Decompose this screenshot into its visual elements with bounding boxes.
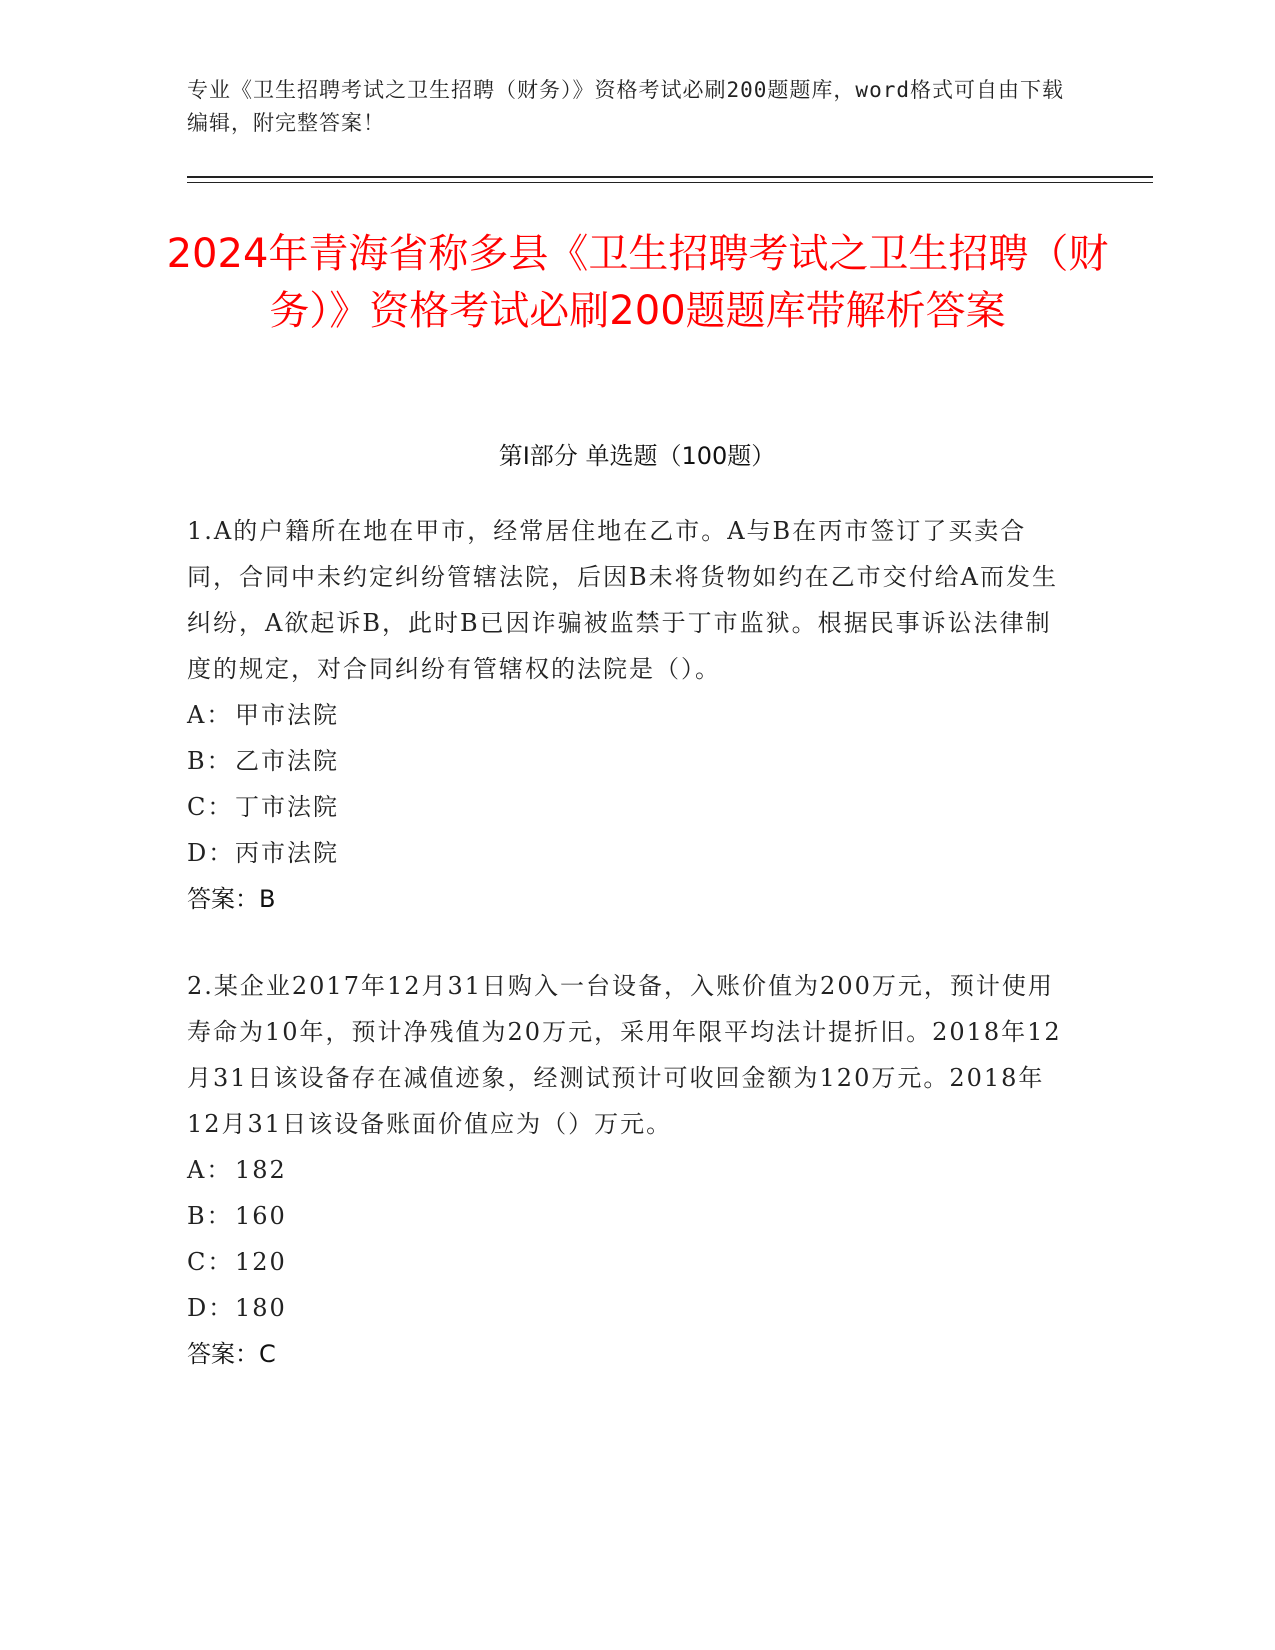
- option-text: 丁市法院: [235, 793, 339, 821]
- option-c: [187, 1239, 1077, 1285]
- option-text: 丙市法院: [235, 839, 339, 867]
- option-letter: D：: [187, 1294, 235, 1322]
- option-text: 甲市法院: [235, 701, 339, 729]
- header-rule-thin: [187, 182, 1153, 183]
- answer-line: 答案：B: [187, 885, 276, 913]
- option-a: [187, 1147, 1077, 1193]
- option-text: 120: [235, 1248, 287, 1276]
- option-d: [187, 1285, 1077, 1331]
- header-rule-thick: [187, 176, 1153, 178]
- option-d: [187, 830, 1077, 876]
- question-text: 2.某企业2017年12月31日购入一台设备，入账价值为200万元，预计使用寿命为10年，预计净残值为20万元，采用年限平均法计提折旧。2018年12月31日该设备存在减值迹象，经测试预计可收回金额为120万元。2018年12月31日该设备账面价值应为（）万元。: [187, 972, 1062, 1138]
- option-letter: C：: [187, 793, 234, 821]
- option-letter: A：: [187, 1156, 233, 1184]
- option-letter: B：: [187, 1202, 233, 1230]
- section-heading: 第I部分 单选题（100题）: [498, 442, 776, 470]
- option-text: 乙市法院: [235, 747, 339, 775]
- option-letter: A：: [187, 701, 233, 729]
- option-letter: C：: [187, 1248, 234, 1276]
- option-list: [187, 692, 1077, 876]
- header-note: 专业《卫生招聘考试之卫生招聘（财务）》资格考试必刷200题题库，word格式可自由下载编辑，附完整答案！: [187, 78, 1064, 135]
- question-1: [187, 508, 1077, 922]
- option-text: 180: [235, 1294, 287, 1322]
- option-text: 160: [235, 1202, 287, 1230]
- document-title: 2024年青海省称多县《卫生招聘考试之卫生招聘（财务）》资格考试必刷200题题库带解析答案: [166, 231, 1109, 334]
- question-text: 1.A的户籍所在地在甲市，经常居住地在乙市。A与B在丙市签订了买卖合同，合同中未约定纠纷管辖法院，后因B未将货物如约在乙市交付给A而发生纠纷，A欲起诉B，此时B已因诈骗被监禁于丁市监狱。根据民事诉讼法律制度的规定，对合同纠纷有管辖权的法院是（）。: [187, 517, 1058, 683]
- answer-line: 答案：C: [187, 1340, 276, 1368]
- option-letter: D：: [187, 839, 235, 867]
- option-a: [187, 692, 1077, 738]
- option-b: [187, 738, 1077, 784]
- question-2: [187, 963, 1077, 1377]
- option-text: 182: [235, 1156, 287, 1184]
- option-b: [187, 1193, 1077, 1239]
- option-letter: B：: [187, 747, 233, 775]
- option-list: [187, 1147, 1077, 1331]
- option-c: [187, 784, 1077, 830]
